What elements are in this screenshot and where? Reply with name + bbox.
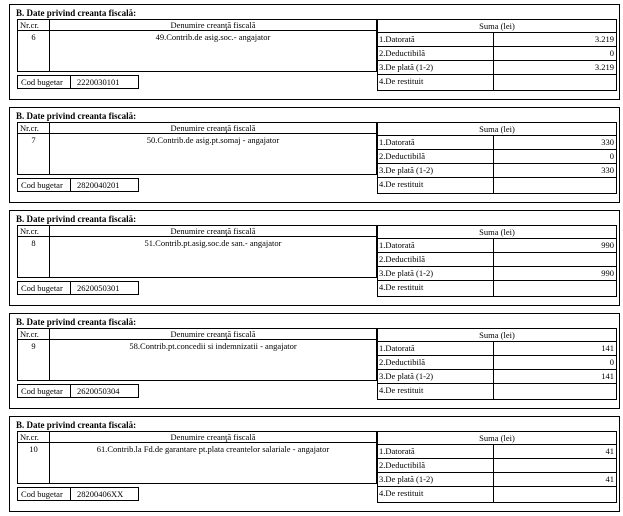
suma-header: Suma (lei) [378, 432, 616, 445]
suma-row-datorata [378, 445, 616, 459]
suma-row-label: 2.Deductibilă [378, 253, 494, 266]
suma-row-label: 1.Datorată [378, 342, 494, 355]
suma-row-value: 0 [609, 48, 614, 58]
denumire-header: Denumire creanţă fiscală [50, 432, 376, 443]
suma-row-value [494, 253, 616, 266]
suma-row-de-plata [378, 473, 616, 487]
claim-details-table [17, 225, 377, 278]
suma-row-label: 3.De plată (1-2) [378, 164, 494, 177]
claim-details-table [17, 431, 377, 484]
suma-table [377, 431, 617, 503]
nr-cr-value: 10 [18, 443, 50, 483]
suma-row-de-plata [378, 61, 616, 75]
suma-row-value: 41 [605, 446, 614, 456]
denumire-value: 49.Contrib.de asig.soc.- angajator [155, 32, 271, 42]
suma-row-de-restituit [378, 384, 616, 399]
suma-row-label: 2.Deductibilă [378, 356, 494, 369]
suma-row-value [494, 75, 616, 90]
claim-details-table [17, 328, 377, 381]
suma-row-label: 3.De plată (1-2) [378, 370, 494, 383]
fiscal-claim-section [9, 313, 620, 409]
suma-row-de-restituit [378, 487, 616, 502]
suma-row-de-restituit [378, 281, 616, 296]
suma-row-deductibila [378, 356, 616, 370]
suma-row-label: 1.Datorată [378, 239, 494, 252]
denumire-header: Denumire creanţă fiscală [50, 329, 376, 340]
suma-row-value [494, 281, 616, 296]
suma-row-datorata [378, 239, 616, 253]
suma-row-datorata [378, 33, 616, 47]
suma-row-de-plata [378, 267, 616, 281]
nr-cr-value: 9 [18, 340, 50, 380]
suma-row-de-restituit [378, 178, 616, 193]
suma-row-datorata [378, 342, 616, 356]
suma-row-value: 330 [601, 165, 614, 175]
section-title: B. Date privind creanta fiscală: [16, 111, 137, 121]
cod-bugetar-value: 2220030101 [70, 75, 139, 89]
suma-row-label: 1.Datorată [378, 136, 494, 149]
suma-row-deductibila [378, 47, 616, 61]
suma-row-label: 3.De plată (1-2) [378, 61, 494, 74]
nr-cr-header: Nr.cr. [18, 329, 50, 340]
suma-header: Suma (lei) [378, 226, 616, 239]
suma-row-label: 1.Datorată [378, 445, 494, 458]
suma-row-value: 990 [601, 240, 614, 250]
suma-row-value [494, 487, 616, 502]
claim-details-table [17, 122, 377, 175]
suma-row-deductibila [378, 459, 616, 473]
suma-row-value: 0 [609, 151, 614, 161]
suma-row-label: 4.De restituit [378, 75, 494, 90]
nr-cr-header: Nr.cr. [18, 226, 50, 237]
claim-details-table [17, 19, 377, 72]
fiscal-claim-section [9, 107, 620, 203]
nr-cr-header: Nr.cr. [18, 123, 50, 134]
suma-row-value: 141 [601, 343, 614, 353]
suma-row-label: 3.De plată (1-2) [378, 473, 494, 486]
denumire-value: 61.Contrib.la Fd.de garantare pt.plata creantelor salariale - angajator [96, 444, 330, 454]
section-title: B. Date privind creanta fiscală: [16, 420, 137, 430]
cod-bugetar-value: 2620050304 [70, 384, 139, 398]
suma-row-deductibila [378, 150, 616, 164]
suma-table [377, 328, 617, 400]
suma-row-de-plata [378, 370, 616, 384]
suma-header: Suma (lei) [378, 329, 616, 342]
suma-row-value: 0 [609, 357, 614, 367]
fiscal-claim-section [9, 416, 620, 512]
nr-cr-value: 6 [18, 31, 50, 71]
cod-bugetar-value: 2620050301 [70, 281, 139, 295]
section-title: B. Date privind creanta fiscală: [16, 317, 137, 327]
suma-row-value: 3.219 [594, 34, 614, 44]
suma-row-datorata [378, 136, 616, 150]
suma-row-de-plata [378, 164, 616, 178]
cod-bugetar-label: Cod bugetar [17, 487, 71, 501]
suma-header: Suma (lei) [378, 123, 616, 136]
suma-table [377, 122, 617, 194]
suma-row-value: 990 [601, 268, 614, 278]
suma-table [377, 19, 617, 91]
denumire-header: Denumire creanţă fiscală [50, 20, 376, 31]
suma-row-label: 2.Deductibilă [378, 459, 494, 472]
nr-cr-header: Nr.cr. [18, 432, 50, 443]
fiscal-claim-section [9, 210, 620, 306]
denumire-header: Denumire creanţă fiscală [50, 226, 376, 237]
suma-row-value: 41 [605, 474, 614, 484]
suma-row-label: 1.Datorată [378, 33, 494, 46]
suma-row-de-restituit [378, 75, 616, 90]
denumire-value: 58.Contrib.pt.concedii si indemnizatii - angajator [129, 341, 297, 351]
suma-row-deductibila [378, 253, 616, 267]
denumire-value: 51.Contrib.pt.asig.soc.de san.- angajator [144, 238, 282, 248]
denumire-value: 50.Contrib.de asig.pt.somaj - angajator [146, 135, 280, 145]
suma-row-value [494, 384, 616, 399]
cod-bugetar-value: 28200406XX [70, 487, 139, 501]
section-title: B. Date privind creanta fiscală: [16, 214, 137, 224]
nr-cr-value: 8 [18, 237, 50, 277]
suma-row-label: 3.De plată (1-2) [378, 267, 494, 280]
denumire-header: Denumire creanţă fiscală [50, 123, 376, 134]
suma-row-label: 2.Deductibilă [378, 47, 494, 60]
section-title: B. Date privind creanta fiscală: [16, 8, 137, 18]
suma-header: Suma (lei) [378, 20, 616, 33]
suma-row-label: 4.De restituit [378, 281, 494, 296]
suma-row-label: 4.De restituit [378, 384, 494, 399]
suma-table [377, 225, 617, 297]
cod-bugetar-label: Cod bugetar [17, 178, 71, 192]
cod-bugetar-value: 2820040201 [70, 178, 139, 192]
suma-row-value [494, 178, 616, 193]
suma-row-value: 330 [601, 137, 614, 147]
suma-row-label: 4.De restituit [378, 178, 494, 193]
cod-bugetar-label: Cod bugetar [17, 281, 71, 295]
cod-bugetar-label: Cod bugetar [17, 75, 71, 89]
nr-cr-value: 7 [18, 134, 50, 174]
suma-row-value [494, 459, 616, 472]
fiscal-claim-section [9, 4, 620, 100]
nr-cr-header: Nr.cr. [18, 20, 50, 31]
cod-bugetar-label: Cod bugetar [17, 384, 71, 398]
suma-row-value: 3.219 [594, 62, 614, 72]
suma-row-value: 141 [601, 371, 614, 381]
suma-row-label: 4.De restituit [378, 487, 494, 502]
suma-row-label: 2.Deductibilă [378, 150, 494, 163]
